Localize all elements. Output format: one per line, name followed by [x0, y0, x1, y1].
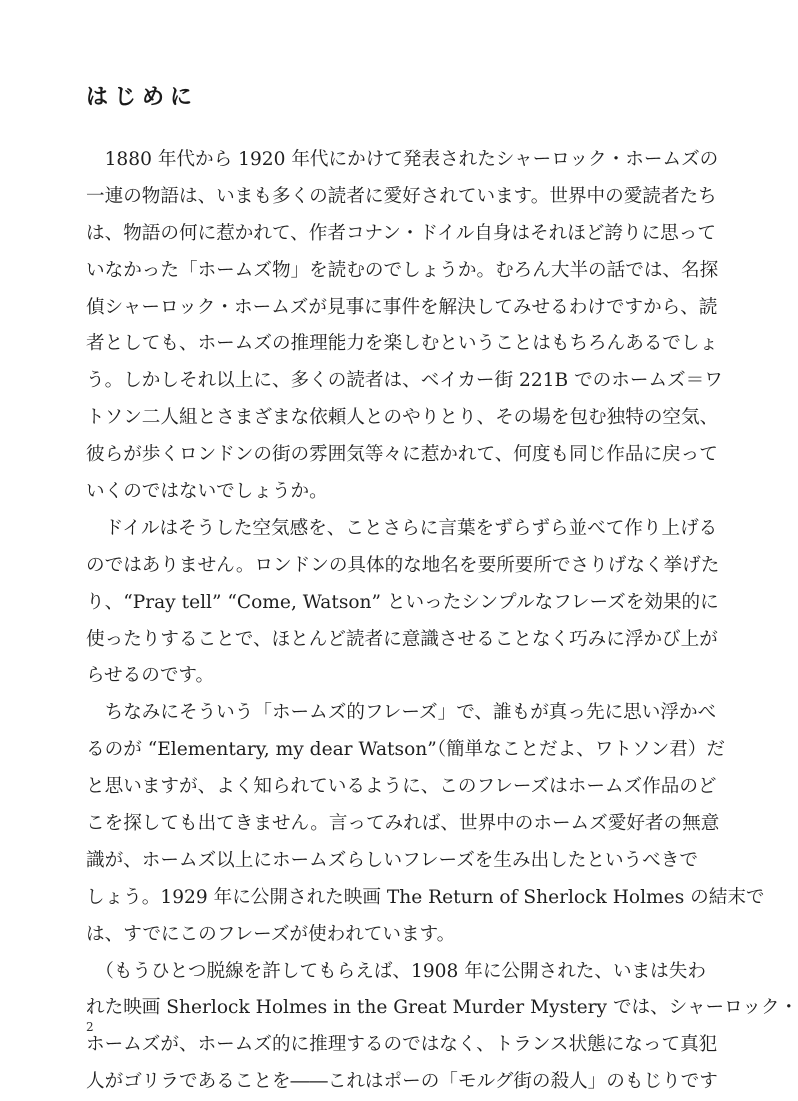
- text-line: と思いますが、よく知られているように、このフレーズはホームズ作品のど: [86, 776, 717, 798]
- text-line: るのが “Elementary, my dear Watson”（簡単なことだよ、ワトソン君）だ: [86, 739, 725, 761]
- text-line: 一連の物語は、いまも多くの読者に愛好されています。世界中の愛読者たち: [86, 185, 717, 207]
- text-line: 者としても、ホームズの推理能力を楽しむということはもちろんあるでしょ: [86, 333, 719, 355]
- text-line: は、物語の何に惹かれて、作者コナン・ドイル自身はそれほど誇りに思って: [86, 222, 716, 244]
- text-line: 人がゴリラであることを――これはポーの「モルグ街の殺人」のもじりです: [86, 1071, 718, 1093]
- body-text: [86, 142, 798, 1101]
- text-line: 1880 年代から 1920 年代にかけて発表されたシャーロック・ホームズの: [86, 149, 719, 170]
- text-line: ドイルはそうした空気感を、ことさらに言葉をずらずら並べて作り上げる: [86, 517, 718, 539]
- text-line: 偵シャーロック・ホームズが見事に事件を解決してみせるわけですから、読: [86, 296, 718, 318]
- page-number: 2: [86, 1020, 94, 1034]
- text-line: う。しかしそれ以上に、多くの読者は、ベイカー街 221B でのホームズ＝ワ: [86, 370, 723, 392]
- text-line: らせるのです。: [86, 665, 215, 687]
- text-line: は、すでにこのフレーズが使われています。: [86, 923, 456, 945]
- text-line: いなかった「ホームズ物」を読むのでしょうか。むろん大半の話では、名探: [86, 259, 719, 281]
- text-line: のではありません。ロンドンの具体的な地名を要所要所でさりげなく挙げた: [86, 554, 720, 576]
- text-line: り、“Pray tell” “Come, Watson” といったシンプルなフレーズを効果的に: [86, 591, 719, 613]
- text-line: いくのではないでしょうか。: [86, 481, 328, 503]
- text-line: 彼らが歩くロンドンの街の雰囲気等々に惹かれて、何度も同じ作品に戻って: [86, 444, 718, 466]
- text-line: こを探しても出てきません。言ってみれば、世界中のホームズ愛好者の無意: [86, 813, 720, 835]
- text-line: ホームズが、ホームズ的に推理するのではなく、トランス状態になって真犯: [86, 1034, 718, 1056]
- section-heading: はじめに: [86, 85, 199, 110]
- text-line: トソン二人組とさまざまな依頼人とのやりとり、その場を包む独特の空気、: [86, 407, 719, 429]
- text-line: 使ったりすることで、ほとんど読者に意識させることなく巧みに浮かび上が: [86, 628, 718, 650]
- text-line: ちなみにそういう「ホームズ的フレーズ」で、誰もが真っ先に思い浮かべ: [86, 702, 717, 724]
- text-line: 識が、ホームズ以上にホームズらしいフレーズを生み出したというべきで: [86, 849, 698, 871]
- text-line: しょう。1929 年に公開された映画 The Return of Sherlock Holmes の結末で: [86, 886, 765, 908]
- text-line: れた映画 Sherlock Holmes in the Great Murder Mystery では、シャーロック・: [86, 997, 798, 1019]
- text-line: （もうひとつ脱線を許してもらえば、1908 年に公開された、いまは失わ: [86, 960, 706, 982]
